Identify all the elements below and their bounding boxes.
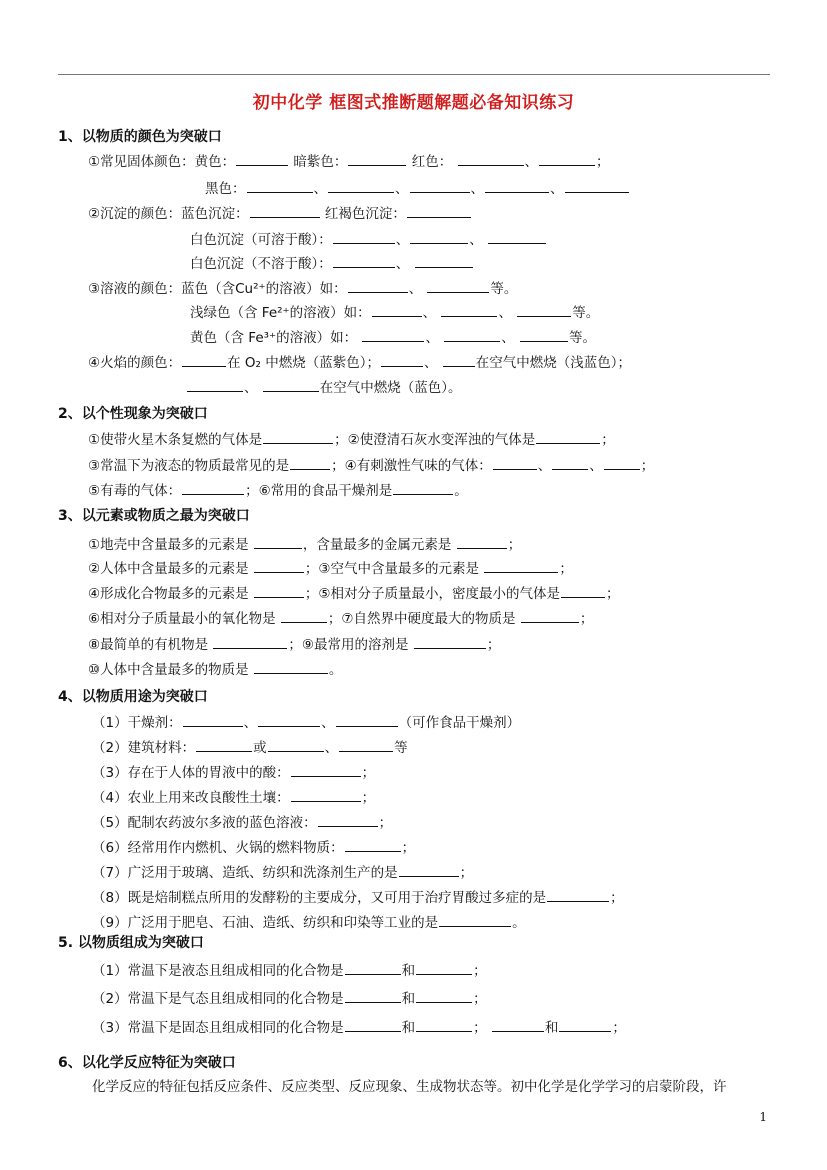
question-line bbox=[92, 962, 487, 980]
question-line bbox=[205, 180, 630, 198]
answer-blank[interactable] bbox=[291, 789, 361, 802]
text-segment: ①常见固体颜色：黄色： bbox=[88, 154, 236, 170]
text-segment: ； bbox=[507, 537, 522, 553]
answer-blank[interactable] bbox=[517, 304, 571, 317]
page-number: 1 bbox=[759, 1110, 767, 1124]
answer-blank[interactable] bbox=[345, 1019, 401, 1032]
text-segment: 、 bbox=[395, 232, 410, 248]
text-segment: ；④有刺激性气味的气体： bbox=[331, 458, 492, 474]
answer-blank[interactable] bbox=[484, 560, 558, 573]
question-line bbox=[92, 1078, 727, 1096]
header-rule bbox=[58, 74, 770, 75]
question-line bbox=[88, 205, 472, 223]
question-line bbox=[88, 153, 610, 171]
text-segment: （7）广泛用于玻璃、造纸、纺织和洗涤剂生产的是 bbox=[92, 865, 398, 881]
answer-blank[interactable] bbox=[552, 457, 588, 470]
text-segment: ； bbox=[378, 815, 393, 831]
answer-blank[interactable] bbox=[258, 714, 320, 727]
answer-blank[interactable] bbox=[414, 636, 486, 649]
text-segment: ⑧最简单的有机物是 bbox=[88, 637, 213, 653]
answer-blank[interactable] bbox=[492, 1019, 544, 1032]
text-segment: 等。 bbox=[572, 305, 600, 321]
question-line bbox=[92, 864, 473, 882]
question-line bbox=[88, 610, 593, 628]
answer-blank[interactable] bbox=[345, 990, 401, 1003]
answer-blank[interactable] bbox=[559, 1019, 611, 1032]
text-segment: （5）配制农药波尔多液的蓝色溶液： bbox=[92, 815, 317, 831]
section-heading bbox=[58, 1054, 236, 1072]
question-line bbox=[92, 889, 624, 907]
text-segment: ； bbox=[473, 1020, 491, 1036]
answer-blank[interactable] bbox=[416, 962, 472, 975]
section-heading bbox=[58, 688, 208, 706]
text-segment: 在空气中燃烧（浅蓝色）； bbox=[475, 355, 632, 371]
text-segment: ； bbox=[596, 154, 610, 170]
text-segment: 、 bbox=[550, 181, 564, 197]
text-segment: ； bbox=[606, 586, 620, 602]
question-line bbox=[88, 457, 654, 475]
answer-blank[interactable] bbox=[444, 329, 500, 342]
text-segment: 2、以个性现象为突破口 bbox=[58, 406, 208, 422]
text-segment: ①使带火星木条复燃的气体是 bbox=[88, 432, 263, 448]
answer-blank[interactable] bbox=[381, 354, 423, 367]
answer-blank[interactable] bbox=[254, 661, 328, 674]
text-segment: 、 bbox=[524, 154, 538, 170]
text-segment: 、 bbox=[408, 281, 427, 297]
question-line bbox=[92, 739, 408, 757]
answer-blank[interactable] bbox=[268, 739, 324, 752]
text-segment: ④形成化合物最多的元素是 bbox=[88, 586, 253, 602]
answer-blank[interactable] bbox=[333, 231, 395, 244]
text-segment: 和 bbox=[401, 991, 416, 1007]
text-segment: ； bbox=[401, 840, 416, 856]
text-segment: ⑥相对分子质量最小的氧化物是 bbox=[88, 611, 280, 627]
answer-blank[interactable] bbox=[410, 231, 468, 244]
answer-blank[interactable] bbox=[488, 231, 546, 244]
text-segment: 、 bbox=[321, 715, 335, 731]
question-line bbox=[92, 714, 520, 732]
text-segment: 、 bbox=[422, 305, 441, 321]
question-line bbox=[190, 304, 599, 322]
text-segment: 。 bbox=[512, 915, 526, 931]
text-segment: ②人体中含量最多的元素是 bbox=[88, 561, 253, 577]
question-line bbox=[92, 789, 375, 807]
answer-blank[interactable] bbox=[393, 482, 453, 495]
text-segment: 红褐色沉淀： bbox=[320, 206, 406, 222]
answer-blank[interactable] bbox=[457, 536, 507, 549]
text-segment: ； bbox=[473, 991, 487, 1007]
answer-blank[interactable] bbox=[348, 280, 408, 293]
text-segment: 在 O₂ 中燃烧（蓝紫色）； bbox=[227, 355, 380, 371]
text-segment: 红色： bbox=[407, 154, 457, 170]
answer-blank[interactable] bbox=[362, 329, 424, 342]
question-line bbox=[92, 1019, 626, 1037]
text-segment: ⑩人体中含量最多的物质是 bbox=[88, 662, 253, 678]
answer-blank[interactable] bbox=[427, 280, 489, 293]
text-segment: 、 bbox=[395, 256, 414, 272]
text-segment: 5. 以物质组成为突破口 bbox=[58, 935, 204, 951]
section-heading bbox=[58, 405, 208, 423]
text-segment: 、 bbox=[395, 181, 409, 197]
text-segment: （2）常温下是气态且组成相同的化合物是 bbox=[92, 991, 344, 1007]
text-segment: 白色沉淀（可溶于酸）： bbox=[190, 232, 332, 248]
text-segment: ④火焰的颜色： bbox=[88, 355, 182, 371]
answer-blank[interactable] bbox=[441, 304, 497, 317]
text-segment: 、 bbox=[469, 232, 488, 248]
question-line bbox=[190, 329, 596, 347]
answer-blank[interactable] bbox=[247, 180, 313, 193]
text-segment: ；⑨最常用的溶剂是 bbox=[288, 637, 413, 653]
answer-blank[interactable] bbox=[336, 714, 398, 727]
text-segment: ； bbox=[361, 765, 376, 781]
text-segment: （6）经常用作内燃机、火锅的燃料物质： bbox=[92, 840, 344, 856]
answer-blank[interactable] bbox=[485, 180, 549, 193]
question-line bbox=[92, 990, 487, 1008]
answer-blank[interactable] bbox=[561, 585, 605, 598]
text-segment: 黑色： bbox=[205, 181, 246, 197]
text-segment: （3）常温下是固态且组成相同的化合物是 bbox=[92, 1020, 344, 1036]
answer-blank[interactable] bbox=[493, 457, 537, 470]
answer-blank[interactable] bbox=[281, 610, 327, 623]
text-segment: 。 bbox=[328, 662, 343, 678]
text-segment: ； bbox=[601, 432, 615, 448]
answer-blank[interactable] bbox=[254, 585, 304, 598]
answer-blank[interactable] bbox=[565, 180, 629, 193]
text-segment: ，含量最多的金属元素是 bbox=[302, 537, 456, 553]
text-segment: 等 bbox=[394, 740, 408, 756]
text-segment: ；③空气中含量最多的元素是 bbox=[304, 561, 484, 577]
question-line bbox=[88, 661, 342, 679]
text-segment: 3、以元素或物质之最为突破口 bbox=[58, 508, 250, 524]
text-segment: ⑤有毒的气体： bbox=[88, 483, 182, 499]
text-segment: 暗紫色： bbox=[289, 154, 348, 170]
answer-blank[interactable] bbox=[415, 255, 473, 268]
text-segment: ③常温下为液态的物质最常见的是 bbox=[88, 458, 290, 474]
question-line bbox=[92, 814, 392, 832]
section-heading bbox=[58, 507, 250, 525]
text-segment: （4）农业上用来改良酸性土壤： bbox=[92, 790, 290, 806]
text-segment: 在空气中燃烧（蓝色）。 bbox=[319, 380, 462, 396]
text-segment: 黄色（含 Fe³⁺的溶液）如： bbox=[190, 330, 362, 346]
answer-blank[interactable] bbox=[183, 714, 243, 727]
answer-blank[interactable] bbox=[263, 431, 333, 444]
text-segment: ； bbox=[473, 963, 487, 979]
text-segment: ；②使澄清石灰水变浑浊的气体是 bbox=[334, 432, 536, 448]
text-segment: 。 bbox=[454, 483, 468, 499]
answer-blank[interactable] bbox=[250, 205, 320, 218]
text-segment: 、 bbox=[243, 715, 258, 731]
answer-blank[interactable] bbox=[348, 153, 406, 166]
text-segment: ； bbox=[486, 637, 501, 653]
answer-blank[interactable] bbox=[254, 560, 304, 573]
text-segment: 和 bbox=[544, 1020, 559, 1036]
answer-blank[interactable] bbox=[254, 536, 302, 549]
text-segment: ；⑤相对分子质量最小，密度最小的气体是 bbox=[304, 586, 561, 602]
text-segment: 化学反应的特征包括反应条件、反应类型、反应现象、生成物状态等。初中化学是化学学习的启蒙阶段，许 bbox=[92, 1079, 727, 1095]
text-segment: 、 bbox=[423, 355, 442, 371]
text-segment: ； bbox=[361, 790, 376, 806]
text-segment: 、 bbox=[537, 458, 552, 474]
answer-blank[interactable] bbox=[443, 354, 475, 367]
question-line bbox=[190, 231, 547, 249]
question-line bbox=[88, 636, 500, 654]
question-line bbox=[88, 482, 468, 500]
text-segment: （可作食品干燥剂） bbox=[398, 715, 521, 731]
text-segment: （9）广泛用于肥皂、石油、造纸、纺织和印染等工业的是 bbox=[92, 915, 439, 931]
answer-blank[interactable] bbox=[291, 764, 361, 777]
document-title: 初中化学 框图式推断题解题必备知识练习 bbox=[252, 93, 575, 113]
text-segment: ；⑦自然界中硬度最大的物质是 bbox=[327, 611, 520, 627]
text-segment: ； bbox=[610, 890, 624, 906]
question-line bbox=[88, 354, 631, 372]
text-segment: 、 bbox=[501, 330, 520, 346]
text-segment: 等。 bbox=[490, 281, 518, 297]
text-segment: 白色沉淀（不溶于酸）： bbox=[190, 256, 332, 272]
text-segment: ②沉淀的颜色：蓝色沉淀： bbox=[88, 206, 249, 222]
text-segment: ； bbox=[579, 611, 594, 627]
text-segment: ； bbox=[559, 561, 573, 577]
answer-blank[interactable] bbox=[439, 914, 511, 927]
text-segment: 和 bbox=[401, 963, 416, 979]
text-segment: ； bbox=[640, 458, 655, 474]
question-line bbox=[88, 536, 521, 554]
answer-blank[interactable] bbox=[536, 431, 600, 444]
question-line bbox=[186, 379, 462, 397]
answer-blank[interactable] bbox=[339, 739, 393, 752]
answer-blank[interactable] bbox=[196, 739, 252, 752]
answer-blank[interactable] bbox=[333, 255, 395, 268]
question-line bbox=[92, 914, 526, 932]
question-line bbox=[88, 560, 573, 578]
text-segment: （1）干燥剂： bbox=[92, 715, 182, 731]
text-segment: 、 bbox=[244, 380, 262, 396]
answer-blank[interactable] bbox=[345, 839, 401, 852]
text-segment: ；⑥常用的食品干燥剂是 bbox=[245, 483, 393, 499]
answer-blank[interactable] bbox=[604, 457, 640, 470]
text-segment: 浅绿色（含 Fe²⁺的溶液）如： bbox=[190, 305, 371, 321]
text-segment: 、 bbox=[425, 330, 444, 346]
text-segment: 6、以化学反应特征为突破口 bbox=[58, 1055, 236, 1071]
answer-blank[interactable] bbox=[416, 990, 472, 1003]
answer-blank[interactable] bbox=[458, 153, 524, 166]
answer-blank[interactable] bbox=[416, 1019, 472, 1032]
answer-blank[interactable] bbox=[182, 482, 244, 495]
text-segment: 、 bbox=[470, 181, 484, 197]
answer-blank[interactable] bbox=[410, 180, 470, 193]
answer-blank[interactable] bbox=[290, 457, 330, 470]
text-segment: 或 bbox=[253, 740, 267, 756]
answer-blank[interactable] bbox=[399, 864, 459, 877]
text-segment: ①地壳中含量最多的元素是 bbox=[88, 537, 253, 553]
text-segment: 和 bbox=[401, 1020, 416, 1036]
answer-blank[interactable] bbox=[263, 379, 319, 392]
text-segment: 4、以物质用途为突破口 bbox=[58, 689, 208, 705]
question-line bbox=[88, 585, 620, 603]
text-segment: 、 bbox=[313, 181, 327, 197]
question-line bbox=[92, 839, 415, 857]
text-segment: ③溶液的颜色：蓝色（含Cu²⁺的溶液）如： bbox=[88, 281, 347, 297]
answer-blank[interactable] bbox=[520, 329, 568, 342]
text-segment: 、 bbox=[324, 740, 339, 756]
answer-blank[interactable] bbox=[372, 304, 422, 317]
section-heading bbox=[58, 934, 204, 952]
section-heading bbox=[58, 128, 222, 146]
question-line bbox=[92, 764, 375, 782]
text-segment: 等。 bbox=[569, 330, 597, 346]
text-segment: 、 bbox=[498, 305, 517, 321]
answer-blank[interactable] bbox=[213, 636, 287, 649]
answer-blank[interactable] bbox=[547, 889, 609, 902]
answer-blank[interactable] bbox=[328, 180, 394, 193]
text-segment: ； bbox=[459, 865, 474, 881]
answer-blank[interactable] bbox=[345, 962, 401, 975]
text-segment: （1）常温下是液态且组成相同的化合物是 bbox=[92, 963, 344, 979]
answer-blank[interactable] bbox=[182, 354, 226, 367]
question-line bbox=[88, 431, 615, 449]
text-segment: （3）存在于人体的胃液中的酸： bbox=[92, 765, 290, 781]
answer-blank[interactable] bbox=[318, 814, 378, 827]
question-line bbox=[190, 255, 474, 273]
answer-blank[interactable] bbox=[236, 153, 288, 166]
answer-blank[interactable] bbox=[407, 205, 471, 218]
answer-blank[interactable] bbox=[187, 379, 243, 392]
text-segment: ； bbox=[612, 1020, 626, 1036]
answer-blank[interactable] bbox=[521, 610, 579, 623]
text-segment: （8）既是焙制糕点所用的发酵粉的主要成分，又可用于治疗胃酸过多症的是 bbox=[92, 890, 547, 906]
text-segment: 、 bbox=[589, 458, 603, 474]
answer-blank[interactable] bbox=[539, 153, 595, 166]
text-segment: 1、以物质的颜色为突破口 bbox=[58, 129, 222, 145]
text-segment: （2）建筑材料： bbox=[92, 740, 196, 756]
question-line bbox=[88, 280, 517, 298]
